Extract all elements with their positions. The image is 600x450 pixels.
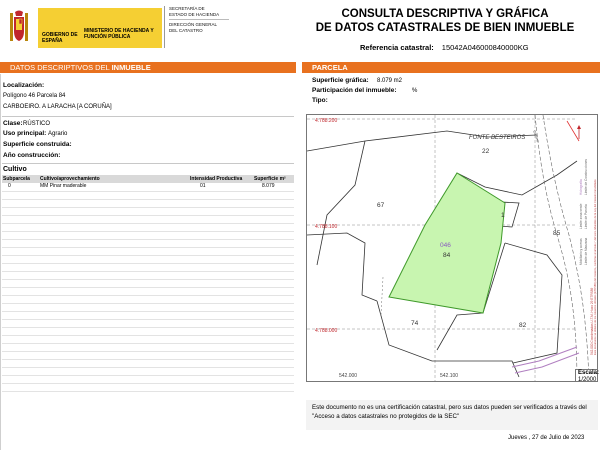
table-row-line <box>2 359 294 360</box>
directorate-name: DIRECCIÓN GENERAL DEL CATASTRO <box>169 22 217 33</box>
table-row-line <box>2 223 294 224</box>
section-bar-descriptive <box>0 62 296 73</box>
table-row-line <box>2 255 294 256</box>
row-cultivo: MM Pinar maderable <box>40 183 87 189</box>
scale-value: 1/2000 <box>578 377 597 383</box>
legend-items <box>584 159 588 265</box>
north-arrow-icon <box>577 125 581 139</box>
table-row-line <box>2 207 294 208</box>
x-coord-right: 542.100 <box>440 373 459 379</box>
y-coord-bot: 4.788.000 <box>315 328 338 334</box>
side-note: Este documento se obtiene de los catastros oficiales (ETRS89) del Catastro, conforme al artículo 7 del texto refundido de la Ley del Catastro Inmobiliario <box>594 179 597 355</box>
parcel-82-label: 82 <box>519 322 527 329</box>
scale-indicator <box>578 370 599 384</box>
table-row-line <box>2 367 294 368</box>
table-row-line <box>2 247 294 248</box>
legend-item-3: Límite de Construcciones <box>584 159 588 195</box>
row-subparcela: 0 <box>8 183 11 189</box>
superficie-grafica-value: 8.079 m2 <box>377 77 403 84</box>
table-row-line <box>2 199 294 200</box>
path-dashed <box>381 277 383 315</box>
divider <box>2 163 294 164</box>
parcel-84-code: 046 <box>440 242 451 249</box>
divider <box>2 116 294 117</box>
parcel-1-label: 1 <box>501 212 505 219</box>
parcel-boundary <box>505 243 562 363</box>
x-coord-left: 542.000 <box>339 373 358 379</box>
uso-principal-label: Uso principal: <box>3 130 47 137</box>
localizacion-line-1: Polígono 46 Parcela 84 <box>3 93 66 99</box>
row-intensidad: 01 <box>200 183 206 189</box>
parcel-67-label: 67 <box>377 202 385 209</box>
parcel-boundary <box>377 301 519 377</box>
table-row-line <box>2 279 294 280</box>
map-canvas <box>307 115 598 382</box>
table-row-line <box>2 343 294 344</box>
place-name: FONTE BESTEIROS <box>469 135 526 141</box>
parcel-boundary <box>437 313 483 350</box>
uso-principal-value: Agrario <box>48 130 68 137</box>
verification-notice: Este documento no es una certificación catastral, pero sus datos pueden ser verificados a través del "Acceso a datos catastrales no protegidos de la SEC" <box>306 400 598 430</box>
participacion-value: % <box>412 87 418 94</box>
clase-value: RÚSTICO <box>23 120 50 127</box>
parcel-boundary <box>317 141 365 265</box>
col-superficie: Superficie m² <box>254 176 286 182</box>
col-cultivo: Cultivo/aprovechamiento <box>40 176 100 182</box>
section-bar-parcela: PARCELA <box>302 62 600 73</box>
localizacion-line-2: CARBOEIRO. A LARACHA [A CORUÑA] <box>3 104 112 110</box>
document-date: Jueves , 27 de Julio de 2023 <box>508 435 585 441</box>
document-header <box>0 0 600 58</box>
table-row-line <box>2 231 294 232</box>
legend-item-1: Límite de Manzana <box>584 237 588 265</box>
superficie-construida-label: Superficie construida: <box>3 141 72 148</box>
legend-item-4: Mobiliario y aceras <box>579 238 583 265</box>
table-row-line <box>2 375 294 376</box>
title-line-1: CONSULTA DESCRIPTIVA Y GRÁFICA <box>341 8 549 20</box>
road-edge <box>535 115 577 382</box>
y-coord-mid: 4.788.100 <box>315 224 338 230</box>
document-title <box>300 7 590 35</box>
table-row-line <box>2 295 294 296</box>
table-row-line <box>2 311 294 312</box>
cadastral-reference-label: Referencia catastral: <box>360 43 434 52</box>
table-row-line <box>2 215 294 216</box>
parcel-85-label: 85 <box>553 230 561 237</box>
legend-item-2: Límite de Parcela <box>584 204 588 229</box>
cultivo-title: Cultivo <box>3 166 27 173</box>
ministry-name: MINISTERIO DE HACIENDA Y FUNCIÓN PÚBLICA <box>84 28 154 40</box>
scale-label: Escala: <box>578 370 600 376</box>
section-bar-prefix: DATOS DESCRIPTIVOS DEL <box>10 63 112 72</box>
table-row-line <box>2 271 294 272</box>
clase-label: Clase: <box>3 120 23 127</box>
row-superficie: 8.079 <box>262 183 275 189</box>
gov-name: GOBIERNO DE ESPAÑA <box>42 32 78 44</box>
legend-item-6: Hidrografía <box>579 179 583 195</box>
parcel-22-label: 22 <box>482 148 490 155</box>
parcel-84-number: 84 <box>443 252 451 259</box>
cadastral-reference-value: 15042A046000840000KG <box>441 43 529 52</box>
table-row-line <box>2 327 294 328</box>
cadastral-reference <box>360 43 529 52</box>
table-row-line <box>2 191 294 192</box>
col-intensidad: Intensidad Productiva <box>190 176 243 182</box>
secretariat-block <box>164 6 294 48</box>
col-subparcela: Subparcela <box>3 176 30 182</box>
secretariat-divider <box>169 19 229 20</box>
legend-items-2 <box>579 179 583 265</box>
table-row-line <box>2 239 294 240</box>
table-row-line <box>2 335 294 336</box>
table-row-line <box>2 319 294 320</box>
coat-of-arms-icon <box>8 9 30 45</box>
parcel-74-label: 74 <box>411 320 419 327</box>
superficie-grafica-label: Superficie gráfica: <box>312 77 369 84</box>
legend-item-5: Límite zona verde <box>579 203 583 229</box>
localizacion-label: Localización: <box>3 82 45 89</box>
boundary-marker <box>567 121 579 141</box>
side-note-wrap <box>593 179 597 355</box>
government-logo <box>4 6 162 48</box>
table-row-line <box>2 351 294 352</box>
parcel-boundary <box>307 233 377 301</box>
secretariat-name: SECRETARÍA DE ESTADO DE HACIENDA <box>169 6 220 17</box>
table-row-line <box>2 303 294 304</box>
road-label: Camino <box>532 129 540 143</box>
y-coord-top: 4.788.200 <box>315 118 338 124</box>
cadastral-map[interactable] <box>306 114 598 382</box>
tipo-label: Tipo: <box>312 97 328 104</box>
coord-note: 542.000 Coordenadas U.T.M. Huso 29 ETRS89 <box>590 287 594 355</box>
title-line-2: DE DATOS CATASTRALES DE BIEN INMUEBLE <box>315 22 575 34</box>
table-row-line <box>2 383 294 384</box>
table-row-line <box>2 287 294 288</box>
left-panel-border <box>0 74 1 450</box>
anio-construccion-label: Año construcción: <box>3 152 61 159</box>
table-row-line <box>2 263 294 264</box>
section-bar-bold: INMUEBLE <box>111 63 151 72</box>
parcel-boundary <box>307 131 537 151</box>
participacion-label: Participación del inmueble: <box>312 87 397 94</box>
table-row-line <box>2 391 294 392</box>
hydro-line <box>515 353 579 373</box>
